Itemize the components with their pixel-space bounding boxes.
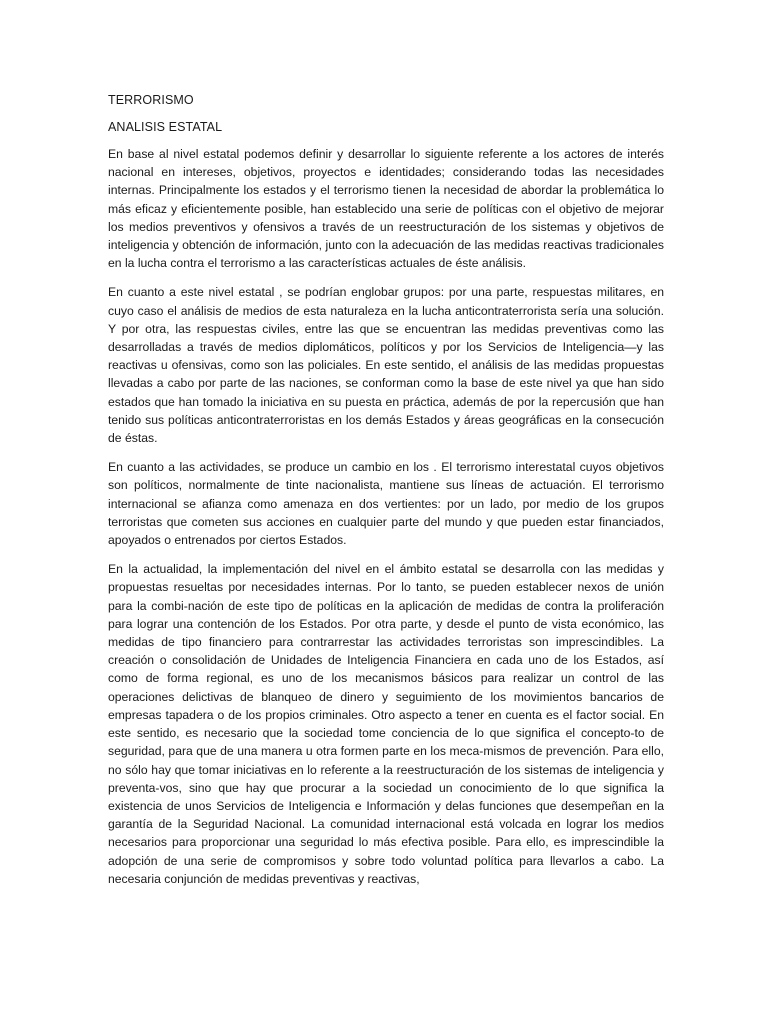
document-title: TERRORISMO bbox=[108, 93, 194, 107]
paragraph-4: En la actualidad, la implementación del nivel en el ámbito estatal se desarrolla con las medidas y propuestas resueltas por necesidades internas. Por lo tanto, se pueden establecer nexos de unión para la combi-nación de este tipo de políticas en la aplicación de medidas de contra la proliferación para lograr una contención de los Estados. Por otra parte, y desde el punto de vista económico, las medidas de tipo financiero para contrarrestar las actividades terroristas son imprescindibles. La creación o consolidación de Unidades de Inteligencia Financiera en cada uno de los Estados, así como de forma regional, es uno de los mecanismos básicos para realizar un control de las operaciones delictivas de blanqueo de dinero y seguimiento de los movimientos bancarios de empresas tapadera o de los propios criminales. Otro aspecto a tener en cuenta es el factor social. En este sentido, es necesario que la sociedad tome conciencia de lo que significa el concepto-to de seguridad, para que de una manera u otra formen parte en los meca-mismos de prevención. Para ello, no sólo hay que tomar iniciativas en lo referente a la reestructuración de los sistemas de inteligencia y preventa-vos, sino que hay que procurar a la sociedad un conocimiento de lo que significa la existencia de unos Servicios de Inteligencia e Información y delas funciones que desempeñan en la garantía de la Seguridad Nacional. La comunidad internacional está volcada en lograr los medios necesarios para proporcionar una seguridad lo más efectiva posible. Para ello, es imprescindible la adopción de una serie de compromisos y sobre todo voluntad política para llevarlos a cabo. La necesaria conjunción de medidas preventivas y reactivas, bbox=[108, 562, 664, 886]
document-subtitle: ANALISIS ESTATAL bbox=[108, 120, 223, 134]
paragraph-1: En base al nivel estatal podemos definir y desarrollar lo siguiente referente a los actores de interés nacional en intereses, objetivos, proyectos e identidades; considerando todas las necesidades internas. Principalmente los estados y el terrorismo tienen la necesidad de abordar la problemática lo más eficaz y eficientemente posible, han establecido una serie de políticas con el objetivo de mejorar los medios preventivos y ofensivos a través de un reestructuración de los sistemas y objetivos de inteligencia y obtención de información, junto con la adecuación de las medidas reactivas tradicionales en la lucha contra el terrorismo a las características actuales de éste análisis. bbox=[108, 147, 664, 271]
paragraph-3: En cuanto a las actividades, se produce un cambio en los . El terrorismo interestatal cuyos objetivos son políticos, normalmente de tinte nacionalista, mantiene sus líneas de actuación. El terrorismo internacional se afianza como amenaza en dos vertientes: por un lado, por medio de los grupos terroristas que cometen sus acciones en cualquier parte del mundo y que pueden estar financiados, apoyados o entrenados por ciertos Estados. bbox=[108, 460, 664, 548]
paragraph-2: En cuanto a este nivel estatal , se podrían englobar grupos: por una parte, respuestas militares, en cuyo caso el análisis de medios de esta naturaleza en la lucha anticontraterrorista sería una solución. Y por otra, las respuestas civiles, entre las que se encuentran las medidas preventivas como las desarrolladas a través de medios diplomáticos, políticos y por los Servicios de Inteligencia—y las reactivas u ofensivas, como son las policiales. En este sentido, el análisis de las medidas propuestas llevadas a cabo por parte de las naciones, se conforman como la base de este nivel ya que han sido estados que han tomado la iniciativa en su puesta en práctica, además de por la repercusión que han tenido sus políticas anticontraterroristas en los demás Estados y áreas geográficas en la consecución de éstas. bbox=[108, 285, 664, 446]
